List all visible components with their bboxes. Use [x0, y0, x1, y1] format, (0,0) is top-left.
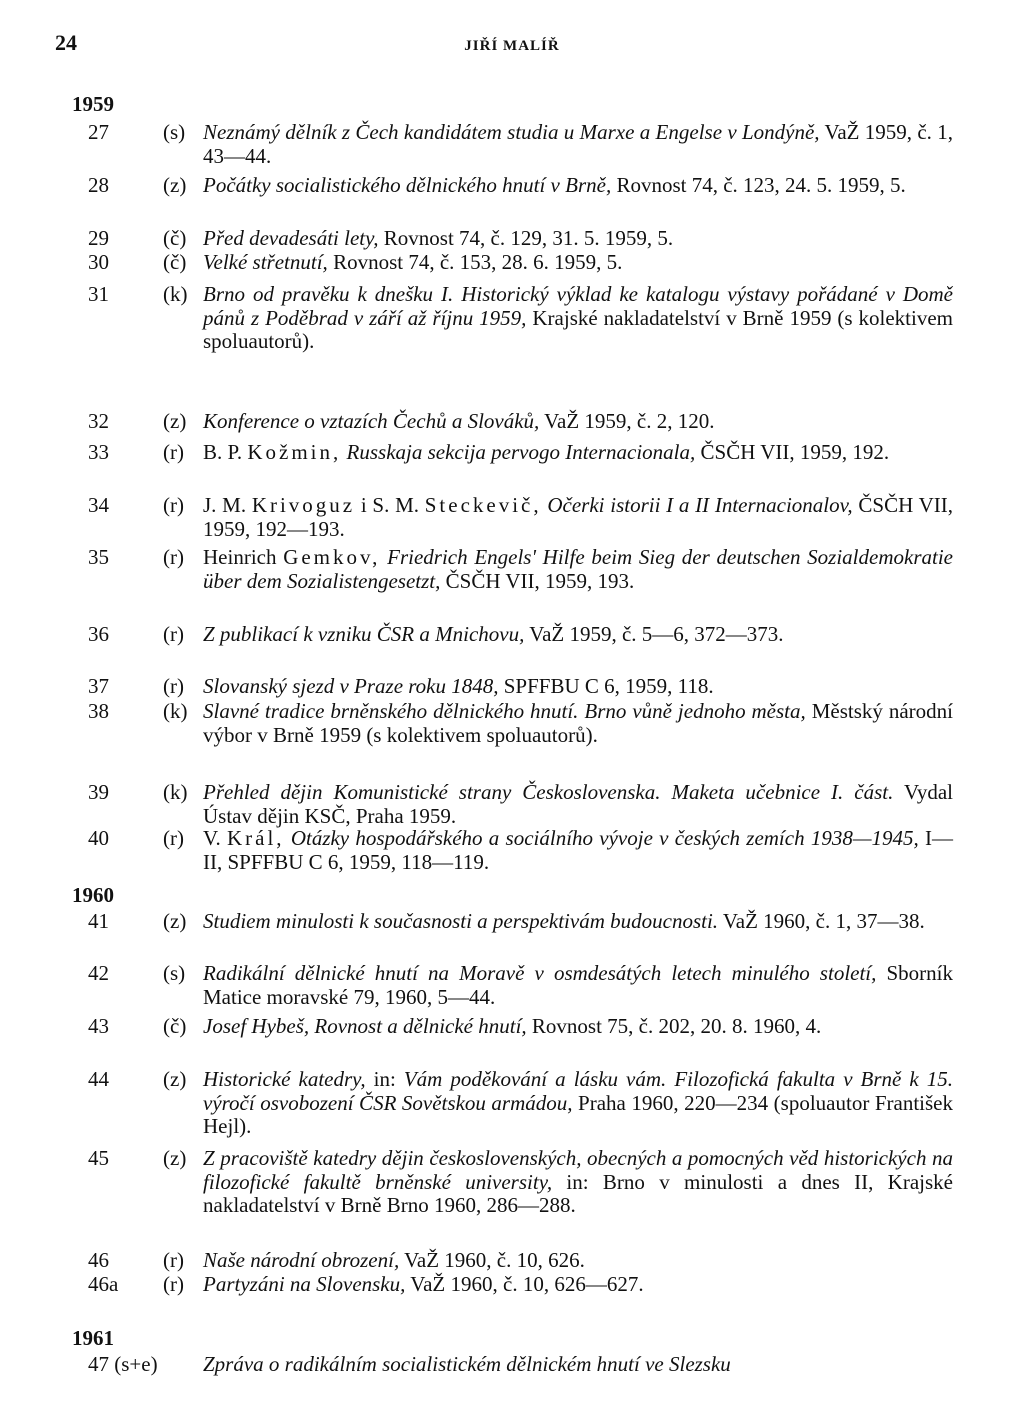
- entry-text: [203, 1353, 953, 1377]
- entry-citation: I—II, SPFFBU C 6, 1959, 118—119.: [203, 826, 954, 874]
- entry-citation: VaŽ 1960, č. 10, 626.: [399, 1248, 585, 1272]
- entry-citation: i S. M.: [355, 493, 425, 517]
- entry-category: (z): [163, 1146, 187, 1170]
- entry-category: (r): [163, 493, 184, 517]
- entry-text: [203, 700, 953, 747]
- entry-title: Počátky socialistického dělnického hnutí v Brně,: [203, 173, 612, 197]
- entry-citation: J. M.: [203, 493, 252, 517]
- year-heading: 1961: [72, 1326, 114, 1350]
- entry-citation: V.: [203, 826, 227, 850]
- entry-number: 28: [88, 173, 109, 197]
- entry-category: (k): [163, 699, 188, 723]
- entry-citation: Rovnost 74, č. 129, 31. 5. 1959, 5.: [378, 226, 674, 250]
- entry-citation: in: Brno v minulosti a dnes II, Krajské nakladatelství v Brně Brno 1960, 286—288.: [203, 1169, 953, 1218]
- entry-citation: Krajské nakladatelství v Brně 1959 (s kolektivem spoluautorů).: [203, 305, 953, 354]
- entry-title: Z publikací k vzniku ČSR a Mnichovu,: [203, 622, 525, 646]
- entry-citation: VaŽ 1959, č. 1, 43—44.: [203, 120, 953, 168]
- entry-title: Očerki istorii I a II Internacionalov,: [547, 493, 853, 517]
- entry-category: (s): [163, 961, 186, 985]
- entry-number: 29: [88, 226, 109, 250]
- author-name: Gemkov,: [283, 545, 381, 569]
- entry-category: (r): [163, 1248, 184, 1272]
- running-head: JIŘÍ MALÍŘ: [464, 38, 560, 54]
- entry-citation: B. P.: [203, 440, 248, 464]
- entry-citation: VaŽ 1959, č. 2, 120.: [539, 409, 715, 433]
- entry-category: (č): [163, 226, 187, 250]
- entry-title: Zpráva o radikálním socialistickém dělnickém hnutí ve Slezsku: [203, 1352, 731, 1376]
- entry-category: (č): [163, 250, 187, 274]
- entry-category: (r): [163, 1272, 184, 1296]
- entry-citation: ČSČH VII, 1959, 192.: [695, 440, 890, 464]
- entry-citation: Vydal Ústav dějin KSČ, Praha 1959.: [203, 780, 953, 828]
- entry-title: Velké střetnutí,: [203, 250, 328, 274]
- entry-number: 44: [88, 1067, 109, 1091]
- entry-category: (r): [163, 622, 184, 646]
- entry-text: [203, 675, 953, 699]
- entry-text: [203, 962, 953, 1009]
- entry-citation: VaŽ 1960, č. 1, 37—38.: [718, 909, 925, 933]
- entry-category: (k): [163, 282, 188, 306]
- entry-title: Studiem minulosti k současnosti a perspektivám budoucnosti.: [203, 909, 719, 933]
- entry-number: 47 (s+e): [88, 1352, 158, 1376]
- entry-title: Brno od pravěku k dnešku I. Historický výklad ke katalogu výstavy pořádané v Domě pánů z Poděbrad v září až říjnu 1959,: [203, 282, 953, 330]
- entry-category: (r): [163, 440, 184, 464]
- entry-title: Konference o vztazích Čechů a Slováků,: [203, 409, 540, 433]
- entry-number: 36: [88, 622, 109, 646]
- entry-category: (k): [163, 780, 188, 804]
- entry-citation: Rovnost 75, č. 202, 20. 8. 1960, 4.: [526, 1014, 822, 1038]
- entry-citation: ČSČH VII, 1959, 193.: [440, 568, 635, 593]
- entry-text: [203, 1249, 953, 1273]
- entry-text: [203, 781, 953, 828]
- entry-number: 37: [88, 674, 109, 698]
- year-heading: 1960: [72, 883, 114, 907]
- entry-citation: VaŽ 1959, č. 5—6, 372—373.: [524, 622, 784, 646]
- entry-title: Vám poděkování a lásku vám. Filozofická fakulta v Brně k 15. výročí osvobození ČSR Sovětskou armádou,: [203, 1067, 953, 1115]
- entry-category: (č): [163, 1014, 187, 1038]
- entry-citation: SPFFBU C 6, 1959, 118.: [498, 674, 714, 698]
- entry-number: 31: [88, 282, 109, 306]
- entry-number: 27: [88, 120, 109, 144]
- entry-text: [203, 910, 953, 934]
- entry-number: 46: [88, 1248, 109, 1272]
- author-name: Kožmin,: [247, 440, 342, 464]
- entry-text: [203, 827, 953, 874]
- entry-number: 39: [88, 780, 109, 804]
- entry-title: Russkaja sekcija pervogo Internacionala,: [346, 440, 696, 464]
- entry-title: Partyzáni na Slovensku,: [203, 1272, 406, 1296]
- entry-title: Neznámý dělník z Čech kandidátem studia u Marxe a Engelse v Londýně,: [203, 120, 820, 144]
- entry-number: 45: [88, 1146, 109, 1170]
- entry-title: Naše národní obrození,: [203, 1248, 400, 1272]
- entry-title: Slovanský sjezd v Praze roku 1848,: [203, 674, 499, 698]
- entry-text: [203, 1147, 953, 1218]
- entry-title: Radikální dělnické hnutí na Moravě v osmdesátých letech minulého století,: [203, 961, 877, 985]
- entry-citation: Rovnost 74, č. 123, 24. 5. 1959, 5.: [611, 173, 906, 197]
- entry-category: (z): [163, 409, 187, 433]
- entry-citation: ČSČH VII, 1959, 192—193.: [203, 493, 953, 541]
- page-number: 24: [55, 30, 77, 55]
- entry-citation: Praha 1960, 220—234 (spoluautor František Hejl).: [203, 1090, 953, 1139]
- entry-text: [203, 283, 953, 354]
- entry-text: [203, 1068, 953, 1139]
- entry-number: 34: [88, 493, 109, 517]
- entry-category: (r): [163, 826, 184, 850]
- entry-number: 30: [88, 250, 109, 274]
- entry-title: Otázky hospodářského a sociálního vývoje v českých zemích 1938—1945,: [290, 826, 919, 850]
- entry-text: [203, 494, 953, 541]
- entry-citation: Sborník Matice moravské 79, 1960, 5—44.: [203, 961, 954, 1009]
- entry-number: 33: [88, 440, 109, 464]
- entry-title: Josef Hybeš, Rovnost a dělnické hnutí,: [203, 1014, 527, 1038]
- entry-text: [203, 410, 953, 434]
- entry-citation: in:: [365, 1067, 404, 1091]
- entry-category: (s): [163, 120, 186, 144]
- entry-title: Z pracoviště katedry dějin československých, obecných a pomocných věd historických na filozofické fakultě brněnské university,: [203, 1146, 953, 1194]
- author-name: Král,: [226, 826, 285, 850]
- entry-category: (r): [163, 674, 184, 698]
- entry-text: [203, 623, 953, 647]
- entry-category: (z): [163, 173, 187, 197]
- entry-number: 46a: [88, 1272, 119, 1296]
- entry-title: Před devadesáti lety,: [203, 226, 379, 250]
- entry-category: (z): [163, 909, 187, 933]
- entry-number: 41: [88, 909, 109, 933]
- entry-citation: Městský národní výbor v Brně 1959 (s kolektivem spoluautorů).: [203, 699, 953, 747]
- year-heading: 1959: [72, 92, 114, 116]
- entry-text: [203, 251, 953, 275]
- entry-number: 38: [88, 699, 109, 723]
- entry-text: [203, 227, 953, 251]
- entry-text: [203, 1015, 953, 1039]
- entry-category: (r): [163, 545, 184, 569]
- author-name: Steckevič,: [424, 493, 542, 517]
- entry-text: [203, 121, 953, 168]
- entry-title: Friedrich Engels' Hilfe beim Sieg der deutschen Sozialdemokratie über dem Sozialistengesetzt,: [203, 545, 953, 593]
- entry-number: 42: [88, 961, 109, 985]
- entry-number: 40: [88, 826, 109, 850]
- entry-citation: VaŽ 1960, č. 10, 626—627.: [405, 1272, 644, 1296]
- entry-category: (z): [163, 1067, 187, 1091]
- entry-text: [203, 546, 953, 593]
- entry-text: [203, 441, 953, 465]
- author-name: Krivoguz: [251, 493, 356, 517]
- entry-citation: Heinrich: [203, 545, 284, 569]
- entry-number: 35: [88, 545, 109, 569]
- entry-title: Přehled dějin Komunistické strany Československa. Maketa učebnice I. část.: [203, 780, 894, 804]
- entry-citation: Rovnost 74, č. 153, 28. 6. 1959, 5.: [327, 250, 623, 274]
- entry-title: Historické katedry,: [203, 1067, 366, 1091]
- entry-number: 32: [88, 409, 109, 433]
- entry-title: Slavné tradice brněnského dělnického hnutí. Brno vůně jednoho města,: [203, 699, 806, 723]
- entry-text: [203, 1273, 953, 1297]
- entry-number: 43: [88, 1014, 109, 1038]
- entry-text: [203, 174, 953, 198]
